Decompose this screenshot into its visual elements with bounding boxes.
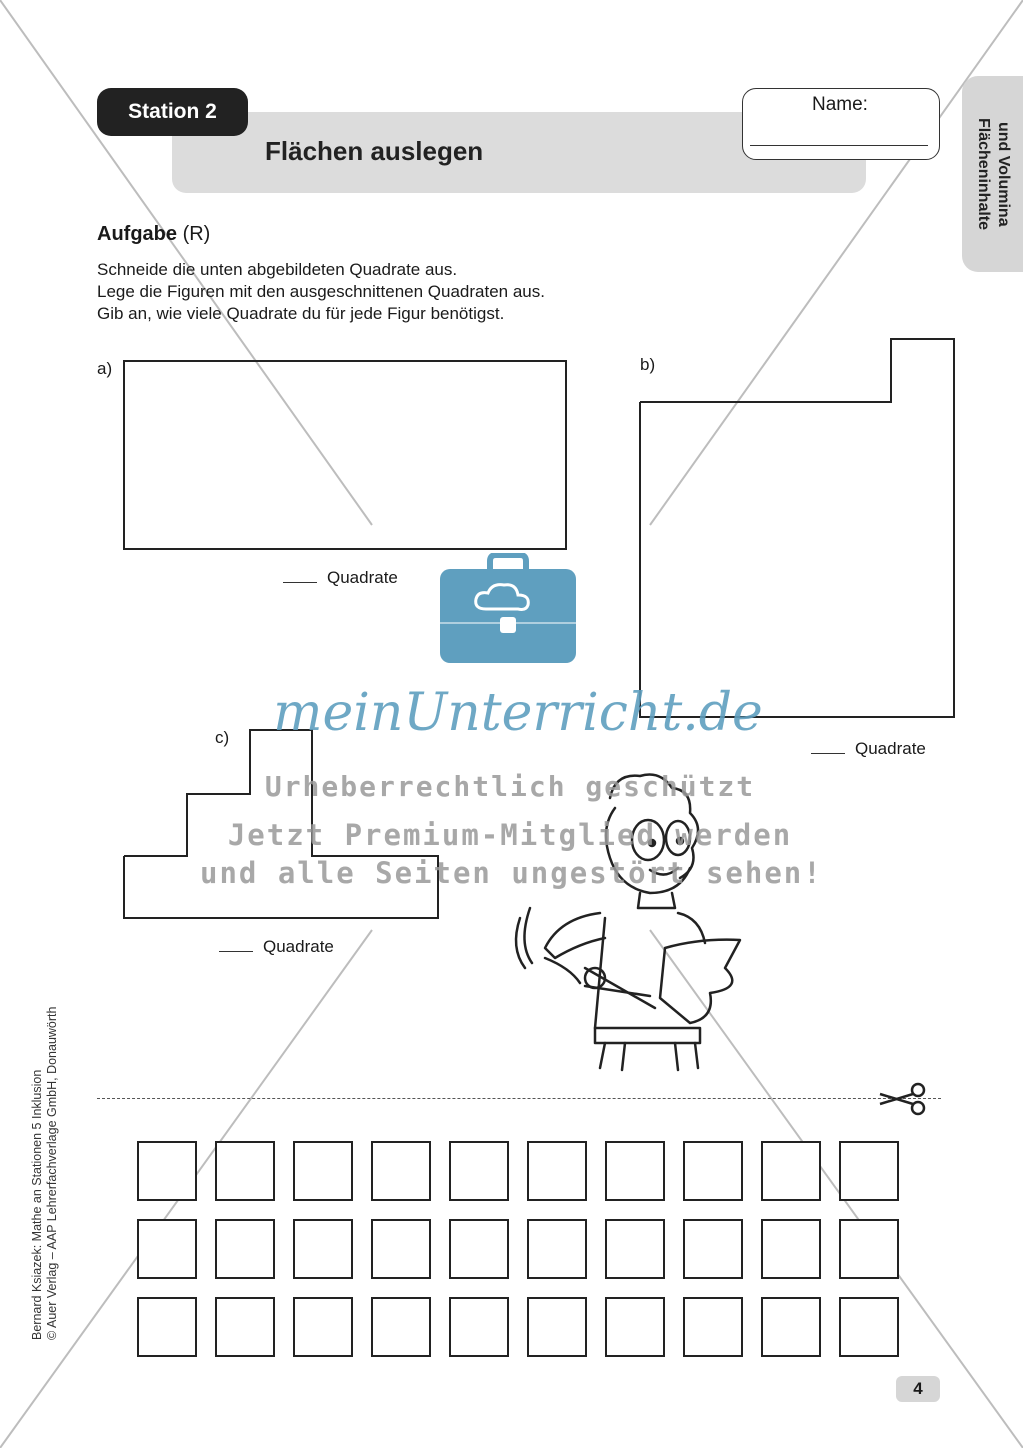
- cutout-square[interactable]: [371, 1219, 431, 1279]
- scissors-icon: [878, 1082, 928, 1116]
- cutout-square[interactable]: [605, 1297, 665, 1357]
- answer-suffix: Quadrate: [327, 568, 398, 587]
- cutout-square[interactable]: [137, 1219, 197, 1279]
- cutout-square[interactable]: [371, 1297, 431, 1357]
- watermark-line-2: Jetzt Premium-Mitglied werden: [227, 818, 793, 852]
- cutout-square[interactable]: [449, 1297, 509, 1357]
- cutout-square[interactable]: [215, 1141, 275, 1201]
- cutout-square[interactable]: [371, 1141, 431, 1201]
- credit-line-2: © Auer Verlag – AAP Lehrerfachverlage GmbH, Donauwörth: [45, 1006, 59, 1340]
- cutout-square[interactable]: [293, 1141, 353, 1201]
- figure-b-answer: [811, 739, 926, 759]
- instruction-line: Gib an, wie viele Quadrate du für jede Figur benötigst.: [97, 304, 505, 323]
- task-heading-label: Aufgabe: [97, 223, 177, 245]
- watermark-line-1: Urheberrechtlich geschützt: [264, 770, 756, 803]
- answer-blank[interactable]: [283, 582, 317, 583]
- cutout-square[interactable]: [839, 1141, 899, 1201]
- boy-cutting-paper-illustration: [500, 768, 760, 1078]
- figure-b-label: b): [640, 355, 656, 374]
- cutout-square[interactable]: [137, 1297, 197, 1357]
- cutout-square[interactable]: [761, 1141, 821, 1201]
- page-title: Flächen auslegen: [265, 136, 484, 166]
- cutout-square[interactable]: [527, 1297, 587, 1357]
- figure-b-shape: [636, 335, 960, 725]
- cut-line: [97, 1098, 941, 1099]
- cutout-square[interactable]: [839, 1219, 899, 1279]
- answer-blank[interactable]: [811, 753, 845, 754]
- figure-a-shape: [120, 358, 572, 554]
- chapter-line-1: Flächeninhalte: [974, 117, 992, 231]
- cutout-square[interactable]: [683, 1219, 743, 1279]
- answer-suffix: Quadrate: [855, 739, 926, 758]
- watermark-line-3: und alle Seiten ungestört sehen!: [200, 856, 823, 890]
- cutout-square[interactable]: [683, 1141, 743, 1201]
- cutout-square[interactable]: [137, 1141, 197, 1201]
- instruction-line: Lege die Figuren mit den ausgeschnittenen Quadraten aus.: [97, 282, 545, 301]
- figure-a-answer: [283, 568, 398, 588]
- cutout-square[interactable]: [527, 1219, 587, 1279]
- cutout-square[interactable]: [605, 1219, 665, 1279]
- watermark-logo: meinUnterricht.de: [273, 683, 763, 743]
- chapter-line-2: und Volumina: [994, 121, 1012, 227]
- cutout-square[interactable]: [449, 1219, 509, 1279]
- figure-c-answer: [219, 937, 334, 957]
- chapter-tab-text: [962, 76, 1023, 272]
- cutout-square[interactable]: [449, 1141, 509, 1201]
- task-level: (R): [182, 223, 211, 245]
- briefcase-icon: [438, 553, 578, 665]
- cutout-square[interactable]: [683, 1297, 743, 1357]
- station-badge: Station 2: [97, 88, 248, 136]
- name-label: Name:: [812, 94, 868, 115]
- cutout-square[interactable]: [215, 1219, 275, 1279]
- answer-blank[interactable]: [219, 951, 253, 952]
- name-write-line[interactable]: [750, 145, 928, 146]
- cutout-square[interactable]: [527, 1141, 587, 1201]
- cutout-square[interactable]: [293, 1297, 353, 1357]
- figure-c-label: c): [215, 728, 230, 747]
- page-number: 4: [896, 1376, 940, 1402]
- answer-suffix: Quadrate: [263, 937, 334, 956]
- cutout-square[interactable]: [215, 1297, 275, 1357]
- cutout-square[interactable]: [839, 1297, 899, 1357]
- task-instructions: [97, 259, 545, 325]
- copyright-credit: [30, 1007, 60, 1340]
- instruction-line: Schneide die unten abgebildeten Quadrate aus.: [97, 260, 458, 279]
- cutout-square[interactable]: [761, 1297, 821, 1357]
- credit-line-1: Bernard Ksiazek: Mathe an Stationen 5 Inklusion: [30, 1069, 44, 1340]
- figure-a-label: a): [97, 359, 113, 378]
- task-heading: [97, 223, 210, 246]
- cutout-square[interactable]: [761, 1219, 821, 1279]
- cutout-square[interactable]: [293, 1219, 353, 1279]
- cutout-square[interactable]: [605, 1141, 665, 1201]
